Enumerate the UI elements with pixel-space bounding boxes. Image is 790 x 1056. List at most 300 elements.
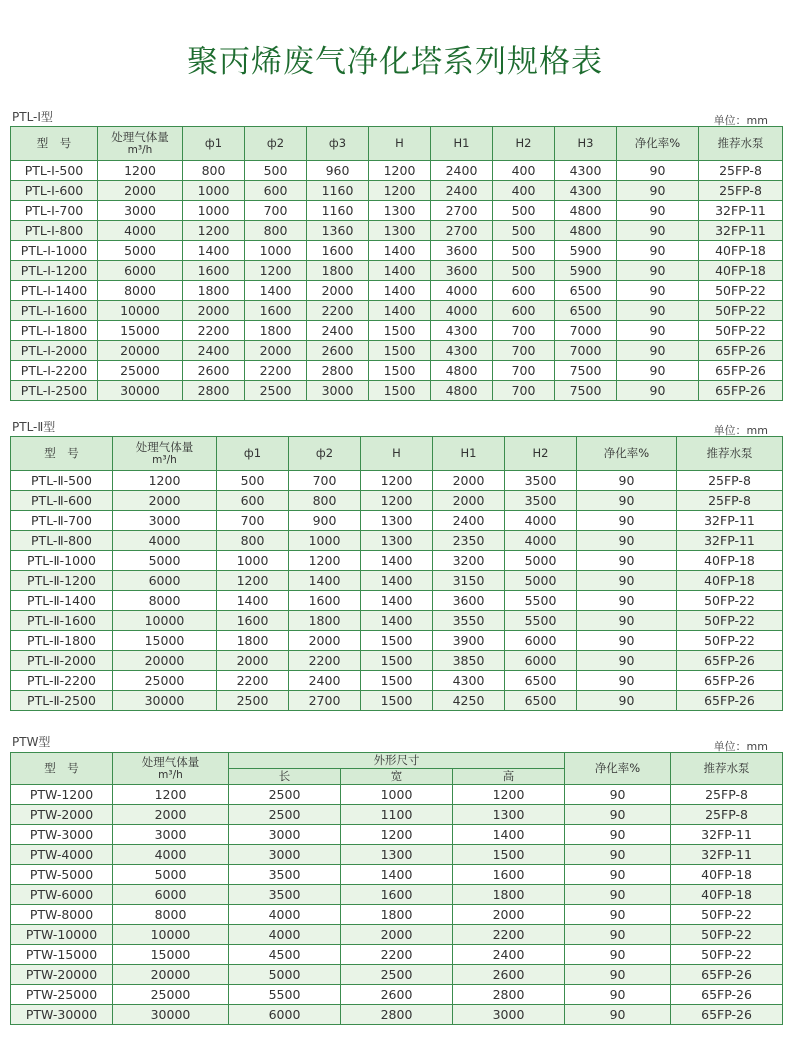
table-cell: 5900 bbox=[555, 261, 617, 281]
table-cell: 1600 bbox=[341, 885, 453, 905]
table-cell: 10000 bbox=[113, 611, 217, 631]
table-cell: 90 bbox=[617, 201, 699, 221]
table-row bbox=[11, 301, 783, 321]
table-cell: 3600 bbox=[433, 591, 505, 611]
table-cell: 6000 bbox=[229, 1005, 341, 1025]
table-cell: 1200 bbox=[113, 471, 217, 491]
table-cell: 40FP-18 bbox=[677, 571, 783, 591]
table-cell: 65FP-26 bbox=[677, 671, 783, 691]
table-cell: 65FP-26 bbox=[699, 341, 783, 361]
section-label-ptl-2: PTL-Ⅱ型 bbox=[12, 420, 56, 434]
table-cell: 700 bbox=[493, 361, 555, 381]
unit-label-ptw: 单位：mm bbox=[713, 740, 768, 753]
header-h1: H1 bbox=[431, 127, 493, 161]
model-cell: PTW-10000 bbox=[11, 925, 113, 945]
table-cell: 500 bbox=[217, 471, 289, 491]
table-row bbox=[11, 261, 783, 281]
table-row bbox=[11, 281, 783, 301]
table-row bbox=[11, 671, 783, 691]
table-cell: 6500 bbox=[505, 671, 577, 691]
table-cell: 1200 bbox=[113, 785, 229, 805]
table-row bbox=[11, 965, 783, 985]
section-label-ptl-1: PTL-Ⅰ型 bbox=[12, 110, 53, 124]
table-cell: 1200 bbox=[245, 261, 307, 281]
table-cell: 1400 bbox=[369, 241, 431, 261]
table-cell: 25000 bbox=[113, 671, 217, 691]
table-cell: 90 bbox=[565, 985, 671, 1005]
model-cell: PTL-Ⅰ-2000 bbox=[11, 341, 98, 361]
model-cell: PTL-Ⅱ-500 bbox=[11, 471, 113, 491]
table-cell: 2200 bbox=[307, 301, 369, 321]
table-cell: 800 bbox=[183, 161, 245, 181]
table-cell: 4250 bbox=[433, 691, 505, 711]
table-cell: 1200 bbox=[361, 491, 433, 511]
table-cell: 30000 bbox=[113, 691, 217, 711]
table-cell: 1800 bbox=[289, 611, 361, 631]
table-cell: 400 bbox=[493, 181, 555, 201]
table-cell: 65FP-26 bbox=[671, 985, 783, 1005]
table-cell: 10000 bbox=[113, 925, 229, 945]
table-cell: 90 bbox=[565, 865, 671, 885]
model-cell: PTL-Ⅰ-1200 bbox=[11, 261, 98, 281]
header-h3: H3 bbox=[555, 127, 617, 161]
table-cell: 90 bbox=[565, 885, 671, 905]
table-cell: 5000 bbox=[505, 571, 577, 591]
table-row bbox=[11, 361, 783, 381]
table-row bbox=[11, 945, 783, 965]
table-cell: 1000 bbox=[183, 201, 245, 221]
model-cell: PTL-Ⅰ-2200 bbox=[11, 361, 98, 381]
table-cell: 4800 bbox=[431, 361, 493, 381]
table-cell: 4000 bbox=[431, 301, 493, 321]
table-cell: 3500 bbox=[505, 491, 577, 511]
table-cell: 1400 bbox=[361, 611, 433, 631]
model-cell: PTL-Ⅱ-2500 bbox=[11, 691, 113, 711]
table-cell: 1400 bbox=[361, 551, 433, 571]
table-cell: 3000 bbox=[453, 1005, 565, 1025]
table-row bbox=[11, 551, 783, 571]
model-cell: PTL-Ⅱ-800 bbox=[11, 531, 113, 551]
table-cell: 25FP-8 bbox=[699, 161, 783, 181]
table-cell: 8000 bbox=[113, 905, 229, 925]
model-cell: PTW-8000 bbox=[11, 905, 113, 925]
table-cell: 5500 bbox=[505, 611, 577, 631]
table-cell: 1100 bbox=[341, 805, 453, 825]
table-cell: 90 bbox=[617, 341, 699, 361]
model-cell: PTL-Ⅱ-1000 bbox=[11, 551, 113, 571]
table-cell: 6000 bbox=[113, 885, 229, 905]
spec-table-ptw bbox=[10, 752, 783, 1025]
header-efficiency: 净化率% bbox=[565, 753, 671, 785]
table-cell: 90 bbox=[577, 551, 677, 571]
model-cell: PTW-2000 bbox=[11, 805, 113, 825]
table-cell: 90 bbox=[617, 161, 699, 181]
table-cell: 2000 bbox=[217, 651, 289, 671]
table-cell: 90 bbox=[577, 591, 677, 611]
table-cell: 90 bbox=[565, 1005, 671, 1025]
table-cell: 1600 bbox=[289, 591, 361, 611]
table-cell: 6500 bbox=[505, 691, 577, 711]
table-cell: 700 bbox=[217, 511, 289, 531]
table-cell: 2500 bbox=[229, 805, 341, 825]
table-cell: 5900 bbox=[555, 241, 617, 261]
model-cell: PTL-Ⅰ-1600 bbox=[11, 301, 98, 321]
table-cell: 1500 bbox=[369, 341, 431, 361]
table-cell: 4800 bbox=[431, 381, 493, 401]
table-cell: 2400 bbox=[433, 511, 505, 531]
model-cell: PTL-Ⅱ-1600 bbox=[11, 611, 113, 631]
table-cell: 90 bbox=[565, 785, 671, 805]
unit-label-ptl-1: 单位：mm bbox=[713, 114, 768, 127]
table-cell: 30000 bbox=[98, 381, 183, 401]
table-cell: 960 bbox=[307, 161, 369, 181]
table-cell: 2000 bbox=[307, 281, 369, 301]
table-cell: 1200 bbox=[289, 551, 361, 571]
table-cell: 1000 bbox=[289, 531, 361, 551]
table-cell: 900 bbox=[289, 511, 361, 531]
table-cell: 90 bbox=[577, 491, 677, 511]
table-cell: 1300 bbox=[453, 805, 565, 825]
table-cell: 90 bbox=[577, 611, 677, 631]
table-cell: 1500 bbox=[369, 321, 431, 341]
table-cell: 25FP-8 bbox=[671, 785, 783, 805]
table-cell: 1200 bbox=[369, 161, 431, 181]
table-row bbox=[11, 805, 783, 825]
table-cell: 90 bbox=[577, 631, 677, 651]
table-cell: 32FP-11 bbox=[699, 201, 783, 221]
table-cell: 2000 bbox=[113, 805, 229, 825]
table-cell: 1500 bbox=[361, 631, 433, 651]
table-cell: 1400 bbox=[369, 261, 431, 281]
table-cell: 3000 bbox=[113, 825, 229, 845]
table-cell: 50FP-22 bbox=[677, 591, 783, 611]
table-cell: 4800 bbox=[555, 201, 617, 221]
table-cell: 20000 bbox=[113, 651, 217, 671]
table-cell: 30000 bbox=[113, 1005, 229, 1025]
table-cell: 90 bbox=[617, 361, 699, 381]
table-row bbox=[11, 591, 783, 611]
table-cell: 1200 bbox=[341, 825, 453, 845]
table-cell: 7000 bbox=[555, 341, 617, 361]
table-cell: 2200 bbox=[453, 925, 565, 945]
table-cell: 1400 bbox=[361, 591, 433, 611]
table-cell: 1600 bbox=[183, 261, 245, 281]
table-row bbox=[11, 511, 783, 531]
table-cell: 2000 bbox=[98, 181, 183, 201]
table-cell: 20000 bbox=[98, 341, 183, 361]
model-cell: PTL-Ⅰ-600 bbox=[11, 181, 98, 201]
table-cell: 2000 bbox=[433, 491, 505, 511]
table-cell: 2400 bbox=[431, 181, 493, 201]
table-cell: 3000 bbox=[229, 845, 341, 865]
table-cell: 90 bbox=[565, 905, 671, 925]
table-cell: 90 bbox=[617, 221, 699, 241]
table-row bbox=[11, 611, 783, 631]
model-cell: PTW-25000 bbox=[11, 985, 113, 1005]
table-row bbox=[11, 631, 783, 651]
table-cell: 90 bbox=[617, 261, 699, 281]
table-cell: 4000 bbox=[229, 905, 341, 925]
header-h: H bbox=[369, 127, 431, 161]
table-cell: 4000 bbox=[229, 925, 341, 945]
table-cell: 600 bbox=[245, 181, 307, 201]
table-cell: 2400 bbox=[453, 945, 565, 965]
spec-table-ptl-1 bbox=[10, 126, 783, 401]
table-cell: 25000 bbox=[98, 361, 183, 381]
table-cell: 1200 bbox=[183, 221, 245, 241]
table-cell: 4300 bbox=[555, 161, 617, 181]
table-cell: 3850 bbox=[433, 651, 505, 671]
header-dimensions: 外形尺寸 bbox=[229, 753, 565, 769]
model-cell: PTW-4000 bbox=[11, 845, 113, 865]
table-cell: 400 bbox=[493, 161, 555, 181]
table-cell: 3000 bbox=[229, 825, 341, 845]
table-row bbox=[11, 885, 783, 905]
table-cell: 32FP-11 bbox=[699, 221, 783, 241]
model-cell: PTL-Ⅰ-800 bbox=[11, 221, 98, 241]
table-cell: 5000 bbox=[229, 965, 341, 985]
table-cell: 1500 bbox=[369, 381, 431, 401]
table-cell: 3000 bbox=[307, 381, 369, 401]
table-cell: 90 bbox=[577, 511, 677, 531]
table-row bbox=[11, 785, 783, 805]
table-cell: 6000 bbox=[505, 631, 577, 651]
table-cell: 90 bbox=[565, 825, 671, 845]
table-cell: 5000 bbox=[113, 551, 217, 571]
table-cell: 32FP-11 bbox=[677, 531, 783, 551]
table-cell: 3000 bbox=[113, 511, 217, 531]
table-cell: 90 bbox=[617, 181, 699, 201]
table-cell: 6500 bbox=[555, 281, 617, 301]
table-row bbox=[11, 201, 783, 221]
header-efficiency: 净化率% bbox=[577, 437, 677, 471]
header-d1: ф1 bbox=[217, 437, 289, 471]
table-cell: 1400 bbox=[453, 825, 565, 845]
table-cell: 3500 bbox=[505, 471, 577, 491]
table-cell: 4300 bbox=[433, 671, 505, 691]
table-cell: 2500 bbox=[245, 381, 307, 401]
table-cell: 4000 bbox=[505, 511, 577, 531]
table-cell: 1800 bbox=[245, 321, 307, 341]
model-cell: PTL-Ⅱ-1800 bbox=[11, 631, 113, 651]
table-cell: 1360 bbox=[307, 221, 369, 241]
table-cell: 90 bbox=[577, 691, 677, 711]
table-cell: 6500 bbox=[555, 301, 617, 321]
table-cell: 4300 bbox=[431, 341, 493, 361]
table-cell: 40FP-18 bbox=[677, 551, 783, 571]
table-cell: 3600 bbox=[431, 261, 493, 281]
header-pump: 推荐水泵 bbox=[677, 437, 783, 471]
table-cell: 2600 bbox=[307, 341, 369, 361]
model-cell: PTL-Ⅱ-2200 bbox=[11, 671, 113, 691]
table-cell: 1400 bbox=[361, 571, 433, 591]
table-cell: 1200 bbox=[453, 785, 565, 805]
table-cell: 500 bbox=[493, 201, 555, 221]
table-cell: 3500 bbox=[229, 865, 341, 885]
table-cell: 1500 bbox=[453, 845, 565, 865]
table-cell: 40FP-18 bbox=[699, 261, 783, 281]
table-cell: 1400 bbox=[341, 865, 453, 885]
table-row bbox=[11, 1005, 783, 1025]
table-row bbox=[11, 845, 783, 865]
header-pump: 推荐水泵 bbox=[699, 127, 783, 161]
header-length: 长 bbox=[229, 769, 341, 785]
header-width: 宽 bbox=[341, 769, 453, 785]
table-cell: 7000 bbox=[555, 321, 617, 341]
header-d2: ф2 bbox=[245, 127, 307, 161]
table-cell: 1800 bbox=[341, 905, 453, 925]
table-cell: 1300 bbox=[341, 845, 453, 865]
table-cell: 1000 bbox=[341, 785, 453, 805]
table-cell: 7500 bbox=[555, 381, 617, 401]
table-cell: 2600 bbox=[453, 965, 565, 985]
table-cell: 3550 bbox=[433, 611, 505, 631]
table-cell: 65FP-26 bbox=[671, 965, 783, 985]
table-cell: 8000 bbox=[113, 591, 217, 611]
table-cell: 500 bbox=[493, 241, 555, 261]
table-cell: 2200 bbox=[289, 651, 361, 671]
table-cell: 4500 bbox=[229, 945, 341, 965]
table-row bbox=[11, 925, 783, 945]
model-cell: PTW-1200 bbox=[11, 785, 113, 805]
table-cell: 6000 bbox=[505, 651, 577, 671]
header-model: 型 号 bbox=[11, 753, 113, 785]
header-height: 高 bbox=[453, 769, 565, 785]
table-cell: 1400 bbox=[217, 591, 289, 611]
table-cell: 32FP-11 bbox=[671, 825, 783, 845]
table-cell: 20000 bbox=[113, 965, 229, 985]
table-cell: 1300 bbox=[361, 511, 433, 531]
header-air-volume: 处理气体量 m³/h bbox=[113, 753, 229, 785]
table-cell: 2000 bbox=[245, 341, 307, 361]
table-cell: 1400 bbox=[245, 281, 307, 301]
table-cell: 4800 bbox=[555, 221, 617, 241]
table-cell: 3000 bbox=[98, 201, 183, 221]
table-cell: 90 bbox=[565, 845, 671, 865]
table-cell: 40FP-18 bbox=[671, 885, 783, 905]
table-cell: 1300 bbox=[369, 201, 431, 221]
table-cell: 25FP-8 bbox=[677, 491, 783, 511]
table-row bbox=[11, 531, 783, 551]
table-cell: 2600 bbox=[183, 361, 245, 381]
table-row bbox=[11, 161, 783, 181]
table-row bbox=[11, 865, 783, 885]
table-cell: 3900 bbox=[433, 631, 505, 651]
table-cell: 2000 bbox=[433, 471, 505, 491]
table-cell: 2000 bbox=[341, 925, 453, 945]
table-cell: 90 bbox=[565, 805, 671, 825]
table-row bbox=[11, 221, 783, 241]
model-cell: PTW-5000 bbox=[11, 865, 113, 885]
table-cell: 1000 bbox=[183, 181, 245, 201]
header-h2: H2 bbox=[505, 437, 577, 471]
table-cell: 90 bbox=[565, 965, 671, 985]
model-cell: PTL-Ⅰ-2500 bbox=[11, 381, 98, 401]
table-cell: 90 bbox=[577, 471, 677, 491]
table-row bbox=[11, 181, 783, 201]
header-model: 型 号 bbox=[11, 127, 98, 161]
header-model: 型 号 bbox=[11, 437, 113, 471]
table-cell: 1200 bbox=[369, 181, 431, 201]
table-cell: 600 bbox=[217, 491, 289, 511]
table-cell: 5000 bbox=[98, 241, 183, 261]
model-cell: PTL-Ⅰ-1400 bbox=[11, 281, 98, 301]
table-cell: 25FP-8 bbox=[671, 805, 783, 825]
table-cell: 700 bbox=[493, 381, 555, 401]
table-cell: 4000 bbox=[98, 221, 183, 241]
table-row bbox=[11, 471, 783, 491]
table-row bbox=[11, 321, 783, 341]
model-cell: PTL-Ⅱ-1400 bbox=[11, 591, 113, 611]
table-cell: 65FP-26 bbox=[677, 691, 783, 711]
table-cell: 1200 bbox=[217, 571, 289, 591]
table-cell: 2200 bbox=[341, 945, 453, 965]
table-cell: 65FP-26 bbox=[699, 381, 783, 401]
table-cell: 4000 bbox=[505, 531, 577, 551]
table-cell: 500 bbox=[493, 221, 555, 241]
table-cell: 15000 bbox=[98, 321, 183, 341]
unit-label-ptl-2: 单位：mm bbox=[713, 424, 768, 437]
table-cell: 1300 bbox=[369, 221, 431, 241]
model-cell: PTW-15000 bbox=[11, 945, 113, 965]
model-cell: PTW-20000 bbox=[11, 965, 113, 985]
table-cell: 5000 bbox=[505, 551, 577, 571]
table-row bbox=[11, 571, 783, 591]
table-cell: 90 bbox=[577, 531, 677, 551]
table-cell: 50FP-22 bbox=[677, 611, 783, 631]
table-cell: 2700 bbox=[431, 221, 493, 241]
table-cell: 800 bbox=[245, 221, 307, 241]
header-air-volume: 处理气体量 m³/h bbox=[113, 437, 217, 471]
table-cell: 50FP-22 bbox=[671, 925, 783, 945]
table-cell: 32FP-11 bbox=[677, 511, 783, 531]
header-d3: ф3 bbox=[307, 127, 369, 161]
table-cell: 40FP-18 bbox=[671, 865, 783, 885]
table-cell: 4000 bbox=[113, 531, 217, 551]
table-cell: 2700 bbox=[289, 691, 361, 711]
table-cell: 1300 bbox=[361, 531, 433, 551]
table-cell: 1400 bbox=[369, 281, 431, 301]
table-cell: 500 bbox=[245, 161, 307, 181]
table-cell: 90 bbox=[565, 925, 671, 945]
table-cell: 800 bbox=[217, 531, 289, 551]
table-row bbox=[11, 825, 783, 845]
table-cell: 1400 bbox=[369, 301, 431, 321]
header-h2: H2 bbox=[493, 127, 555, 161]
table-cell: 50FP-22 bbox=[699, 321, 783, 341]
table-cell: 1600 bbox=[453, 865, 565, 885]
table-cell: 2200 bbox=[183, 321, 245, 341]
table-cell: 25FP-8 bbox=[699, 181, 783, 201]
table-cell: 90 bbox=[617, 301, 699, 321]
table-cell: 8000 bbox=[98, 281, 183, 301]
table-row bbox=[11, 985, 783, 1005]
table-cell: 2500 bbox=[341, 965, 453, 985]
model-cell: PTL-Ⅰ-1800 bbox=[11, 321, 98, 341]
page-title: 聚丙烯废气净化塔系列规格表 bbox=[187, 44, 603, 80]
table-cell: 1400 bbox=[183, 241, 245, 261]
table-cell: 1200 bbox=[98, 161, 183, 181]
table-cell: 1000 bbox=[217, 551, 289, 571]
table-cell: 90 bbox=[577, 651, 677, 671]
table-row bbox=[11, 905, 783, 925]
table-cell: 90 bbox=[617, 381, 699, 401]
table-cell: 65FP-26 bbox=[699, 361, 783, 381]
model-cell: PTL-Ⅰ-500 bbox=[11, 161, 98, 181]
table-cell: 2800 bbox=[307, 361, 369, 381]
table-cell: 50FP-22 bbox=[699, 281, 783, 301]
table-cell: 700 bbox=[289, 471, 361, 491]
